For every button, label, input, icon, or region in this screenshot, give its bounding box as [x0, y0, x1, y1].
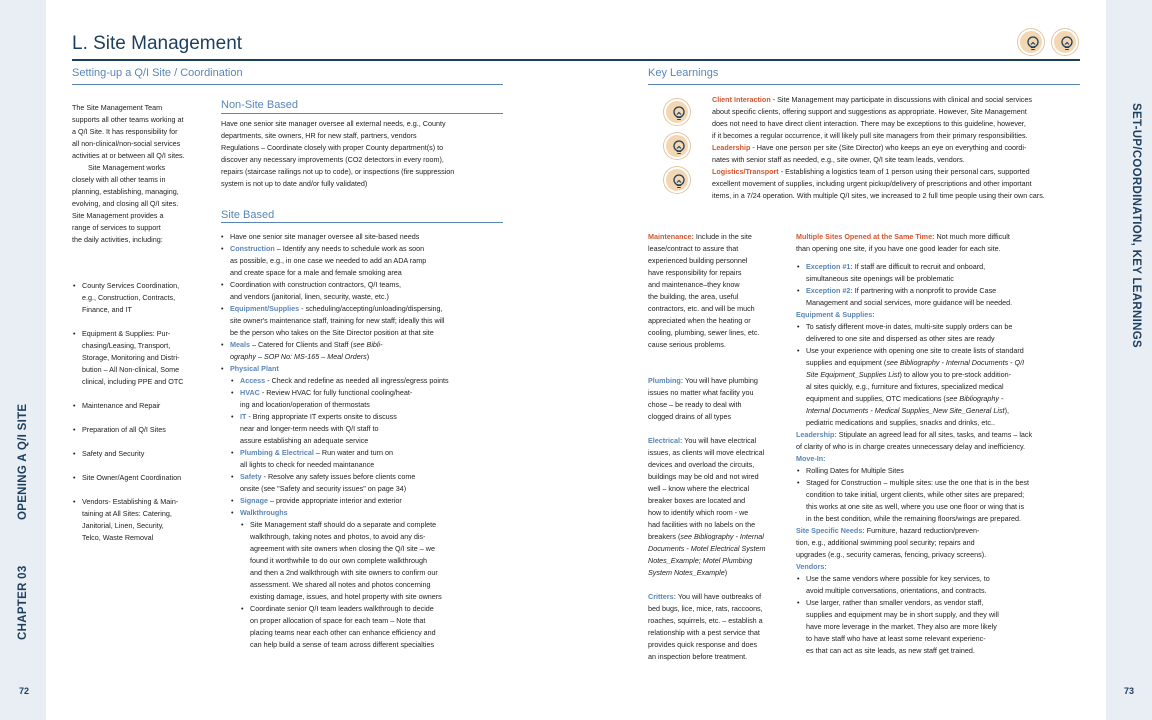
list-item: • Exception #2: If partnering with a nonprofit to provide Case Management and social services, more guidance will be needed.	[806, 285, 1086, 309]
page-title: L. Site Management	[72, 33, 243, 54]
multiple-sites-block: Multiple Sites Opened at the Same Time: Not much more difficult than opening one site, if you have one good leader for each site. • Exception #1: If staff are difficult to recruit and onboard, simultaneous site openings will be problematic • Exception #2: If partnering with a nonprofit to provide Case Management and social services, more guidance will be needed. Equipment & Supplies: • To satisfy different move-in dates, multi-site supply orders can be delivered to one site and dispersed as other sites are ready • Use your experience with opening one site to create lists of standard supplies and equipment (see Bibliography - Internal Documents - Q/I Site Equipment_Supplies List) to allow you to pre-stock addition- al sites quickly, e.g., furniture and fixtures, specialized medical equipment and supplies, OTC medications (see Bibliography - Internal Documents - Medical Supplies_New Site_General List), pediatric medications and supplies, snacks and drinks, etc.. Leadership: Stipulate an agreed lead for all sites, tasks, and teams – lack of clarity of who is in charge creates unnecessary delay and inefficiency. Move-In: • Rolling Dates for Multiple Sites • Staged for Construction – multiple sites: use the one that is in the best condition to take initial, urgent clients, while other sites are prepared; this works at one site as well, where you use one floor or wing that is in the best condition, while the remaining floors/wings are prepared. Site Specific Needs: Furniture, hazard reduction/preven- tion, e.g., additional swimming pool security; repairs and upgrades (e.g., security cameras, fencing, privacy screens). Vendors: • Use the same vendors where possible for key services, to avoid multiple conversations, orientations, and contracts. • Use larger, rather than smaller vendors, as vendor staff, supplies and equipment may be in short supply, and they will have more leverage in the market. They also are more likely to have staff who have at least some relevant experienc- es that can act as site leads, as new staff get trained.	[796, 231, 1086, 657]
list-item: • To satisfy different move-in dates, multi-site supply orders can be delivered to one site and dispersed as other sites are ready	[806, 321, 1086, 345]
list-item: • Signage – provide appropriate interior and exterior	[240, 495, 512, 507]
section-label-right: SET-UP/COORDINATION, KEY LEARNINGS	[1130, 103, 1142, 348]
section-label-left: OPENING A Q/I SITE	[17, 403, 29, 520]
list-item: • Equipment & Supplies: Pur- chasing/Leasing, Transport, Storage, Monitoring and Distri- bution – All Non-clinical, Some clinical, including PPE and OTC	[82, 328, 212, 388]
key-learnings-text	[712, 94, 1084, 202]
non-site-text: Have one senior site manager oversee all external needs, e.g., County departments, site owners, HR for new staff, partners, vendors Regulations – Coordinate closely with proper County department(s) to discover any necessary improvements (CO2 detectors in every room), repairs (staircase railings not up to code), or inspections (fire suppression system is not up to date and/or fully validated)	[221, 119, 455, 188]
list-item: • Preparation of all Q/I Sites	[82, 424, 212, 436]
list-item: • Coordination with construction contractors, Q/I teams, and vendors (janitorial, linen, security, waste, etc.)	[230, 279, 512, 303]
list-item: • Physical Plant	[230, 363, 512, 375]
list-item: • Equipment/Supplies - scheduling/accepting/unloading/dispersing, site owner's maintenance staff, training for new staff; ideally this will be the person who takes on the Site Director position at that site	[230, 303, 512, 339]
lightbulb-icon	[1018, 29, 1044, 55]
services-list	[82, 280, 212, 544]
list-item: Leadership - Have one person per site (Site Director) who keeps an eye on everything and coordi- nates with senior staff as needed, e.g., site owner, Q/I site team leads, vendors.	[712, 143, 1027, 164]
right-heading-rule	[648, 84, 1080, 85]
left-section-heading: Setting-up a Q/I Site / Coordination	[72, 67, 243, 79]
list-item: • Staged for Construction – multiple sites: use the one that is in the best condition to take initial, urgent clients, while other sites are prepared; this works at one site as well, where you use one floor or wing that is in the best condition, while the remaining floors/wings are prepared.	[806, 477, 1086, 525]
list-item: • County Services Coordination, e.g., Construction, Contracts, Finance, and IT	[82, 280, 212, 316]
list-item: • HVAC - Review HVAC for fully functional cooling/heat- ing and location/operation of thermostats	[240, 387, 512, 411]
left-margin-band	[0, 0, 46, 720]
site-based-list	[230, 231, 512, 651]
non-site-heading: Non-Site Based	[221, 99, 299, 111]
lightbulb-icon	[1052, 29, 1078, 55]
list-item: • Access - Check and redefine as needed all ingress/egress points	[240, 375, 512, 387]
list-item: • Coordinate senior Q/I team leaders walkthrough to decide on proper allocation of space for each team – Note that placing teams near each other can enhance efficiency and can help build a sense of team across different specialties	[250, 603, 512, 651]
list-item: • Plumbing & Electrical – Run water and turn on all lights to check for needed maintanance	[240, 447, 512, 471]
list-item: • Walkthroughs	[240, 507, 512, 519]
list-item: • Safety - Resolve any safety issues before clients come onsite (see "Safety and security issues" on page 34)	[240, 471, 512, 495]
lightbulb-icon	[664, 167, 690, 193]
list-item: • Construction – Identify any needs to schedule work as soon as possible, e.g., in one case we needed to add an ADA ramp and create space for a male and female smoking area	[230, 243, 512, 279]
lightbulb-icon	[664, 133, 690, 159]
left-heading-rule	[72, 84, 503, 85]
maintenance-block: Maintenance: Include in the site lease/contract to assure that experienced building personnel have responsibility for repairs and maintenance–they know the building, the area, useful contractors, etc. and will be much appreciated when the heating or cooling, plumbing, sewer lines, etc. cause serious problems.	[648, 232, 760, 349]
plumbing-block: Plumbing: You will have plumbing issues no matter what facility you chose – be ready to deal with clogged drains of all types	[648, 376, 758, 421]
right-margin-band	[1106, 0, 1152, 720]
page-number-left: 72	[19, 686, 30, 696]
list-item: Logistics/Transport - Establishing a logistics team of 1 person using their personal cars, supported excellent movement of supplies, including urgent pickup/delivery of prescriptions and other important items, in a 7/24 operation. With multiple Q/I sites, we increased to 2 full time people using their own cars.	[712, 167, 1045, 200]
list-item: • Use your experience with opening one site to create lists of standard supplies and equipment (see Bibliography - Internal Documents - Q/I Site Equipment_Supplies List) to allow you to pre-stock addition- al sites quickly, e.g., furniture and fixtures, specialized medical equipment and supplies, OTC medications (see Bibliography - Internal Documents - Medical Supplies_New Site_General List), pediatric medications and supplies, snacks and drinks, etc..	[806, 345, 1086, 429]
list-item: • Use the same vendors where possible for key services, to avoid multiple conversations, orientations, and contracts.	[806, 573, 1086, 597]
page-number-right: 73	[1124, 686, 1135, 696]
list-item: • Have one senior site manager oversee all site-based needs	[230, 231, 512, 243]
list-item: • Exception #1: If staff are difficult to recruit and onboard, simultaneous site openings will be problematic	[806, 261, 1086, 285]
lightbulb-icon	[664, 99, 690, 125]
title-divider	[72, 59, 1080, 61]
list-item: • Rolling Dates for Multiple Sites	[806, 465, 1086, 477]
critters-block: Critters: You will have outbreaks of bed bugs, lice, mice, rats, raccoons, roaches, squirrels, etc. – establish a relationship with a pest service that provides quick response and does an inspection before treatment.	[648, 592, 763, 661]
list-item: • Site Management staff should do a separate and complete walkthrough, taking notes and photos, to avoid any dis- agreement with site owners when closing the Q/I site – we found it worthwhile to do our own complete walkthrough and then a 2nd walkthrough with site owners to confirm our assessment. We shared all notes and photos concerning existing damage, issues, and hotel property with site owners	[250, 519, 512, 603]
list-item: • Safety and Security	[82, 448, 212, 460]
chapter-label: CHAPTER 03	[17, 565, 29, 640]
intro-text: The Site Management Team supports all other teams working at a Q/I Site. It has responsibility for all non-clinical/non-social services activities at or between all Q/I sites. Site Management works closely with all other teams in planning, establishing, managing, evolving, and closing all Q/I sites. Site Management provides a range of services to support the daily activities, including:	[72, 103, 185, 244]
list-item: • Vendors- Establishing & Main- taining at All Sites: Catering, Janitorial, Linen, Security, Telco, Waste Removal	[82, 496, 212, 544]
list-item: • IT - Bring appropriate IT experts onsite to discuss near and longer-term needs with Q/I staff to assure establishing an adequate service	[240, 411, 512, 447]
list-item: • Maintenance and Repair	[82, 400, 212, 412]
non-site-rule	[221, 113, 503, 114]
right-section-heading: Key Learnings	[648, 67, 719, 79]
list-item: • Use larger, rather than smaller vendors, as vendor staff, supplies and equipment may be in short supply, and they will have more leverage in the market. They also are more likely to have staff who have at least some relevant experienc- es that can act as site leads, as new staff get trained.	[806, 597, 1086, 657]
list-item: • Site Owner/Agent Coordination	[82, 472, 212, 484]
electrical-block: Electrical: You will have electrical issues, as clients will move electrical devices and overload the circuits, buildings may be old and not wired well – know where the electrical breaker boxes are located and how to identify which room - we had facilities with no labels on the breakers (see Bibliography - Internal Documents - Motel Electrical System Notes_Example; Motel Plumbing System Notes_Example)	[648, 436, 766, 577]
list-item: • Meals – Catered for Clients and Staff (see Bibli- ography – SOP No: MS-165 – Meal Orders)	[230, 339, 512, 363]
site-based-heading: Site Based	[221, 209, 275, 221]
list-item: Client Interaction - Site Management may participate in discussions with clinical and social services about specific clients, offering support and suggestions as appropriate. However, Site Management does not need to have direct client interaction. There may be exceptions to this guideline, however, if it becomes a regular occurrence, it will likely pull site managers from their primary responsibilities.	[712, 95, 1032, 140]
site-based-rule	[221, 222, 503, 223]
